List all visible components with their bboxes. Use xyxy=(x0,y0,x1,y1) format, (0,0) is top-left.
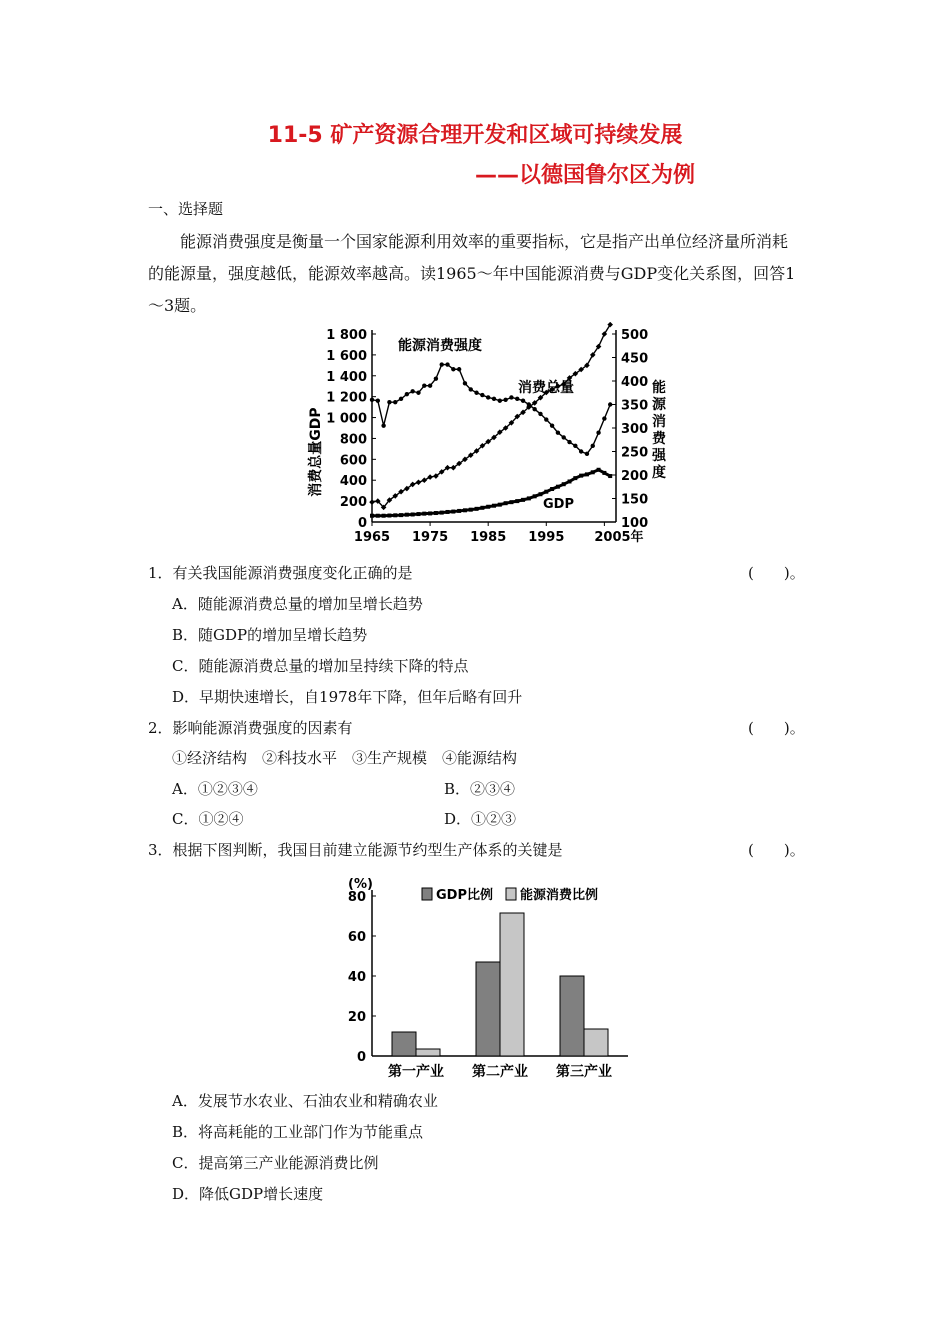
section-heading: 一、选择题 xyxy=(148,200,224,218)
question-2-answer-blank[interactable]: ( )。 xyxy=(748,719,805,737)
series-point-intensity xyxy=(503,398,507,402)
series-point-gdp xyxy=(492,504,496,508)
series-point-intensity xyxy=(585,452,589,456)
series-point-intensity xyxy=(457,367,461,371)
series-point-intensity xyxy=(608,402,612,406)
series-point-intensity xyxy=(556,431,560,435)
legend-swatch-1 xyxy=(422,888,432,900)
page-title: 11-5 矿产资源合理开发和区域可持续发展 xyxy=(267,123,683,148)
series-point-gdp xyxy=(515,499,519,503)
page-subtitle: ——以德国鲁尔区为例 xyxy=(475,163,696,188)
series-point-intensity xyxy=(393,400,397,404)
series-point-gdp xyxy=(451,510,455,514)
right-tick-label: 200 xyxy=(621,469,649,484)
intro-paragraph: 能源消费强度是衡量一个国家能源利用效率的重要指标，它是指产出单位经济量所消耗的能源量，强度越低，能源效率越高。读1965～年中国能源消费与GDP变化关系图，回答1～3题。 xyxy=(148,232,796,315)
series-point-intensity xyxy=(469,387,473,391)
series-point-intensity xyxy=(596,431,600,435)
series-point-gdp xyxy=(597,468,601,472)
bar-y-tick-label: 40 xyxy=(347,970,366,985)
left-tick-label: 0 xyxy=(357,516,367,531)
series-point-gdp xyxy=(382,514,386,518)
series-point-intensity xyxy=(544,417,548,421)
q3-option-b[interactable]: B．将高耗能的工业部门作为节能重点 xyxy=(172,1123,424,1141)
series-point-gdp xyxy=(393,513,397,517)
series-point-gdp xyxy=(585,472,589,476)
left-axis-label: 消费总量GDP xyxy=(308,407,324,497)
right-tick-label: 500 xyxy=(621,328,649,343)
x-tick-label: 1965 xyxy=(353,530,391,545)
left-tick-label: 600 xyxy=(339,453,367,469)
series-point-gdp xyxy=(463,508,467,512)
bar-energy-1 xyxy=(416,1049,440,1056)
q2-option-a[interactable]: A．①②③④ xyxy=(172,780,258,798)
bar-category-label: 第二产业 xyxy=(472,1064,528,1080)
series-point-total xyxy=(369,499,375,505)
question-1-answer-blank[interactable]: ( )。 xyxy=(748,564,805,582)
series-point-total xyxy=(421,477,427,483)
series-point-gdp xyxy=(469,508,473,512)
series-point-gdp xyxy=(434,511,438,515)
series-point-intensity xyxy=(550,423,554,427)
x-tick-label: 1975 xyxy=(412,530,449,545)
series-point-intensity xyxy=(370,398,374,402)
series-point-gdp xyxy=(504,501,508,505)
series-point-intensity xyxy=(463,381,467,385)
series-point-intensity xyxy=(562,435,566,439)
series-point-intensity xyxy=(509,395,513,399)
left-tick-label: 200 xyxy=(339,495,367,511)
series-point-gdp xyxy=(399,513,403,517)
series-point-intensity xyxy=(445,362,449,366)
q3-option-a[interactable]: A．发展节水农业、石油农业和精确农业 xyxy=(172,1092,438,1110)
series-point-intensity xyxy=(376,399,380,403)
q3-option-c[interactable]: C．提高第三产业能源消费比例 xyxy=(172,1154,379,1172)
series-point-intensity xyxy=(591,444,595,448)
series-point-gdp xyxy=(387,514,391,518)
legend-swatch-2 xyxy=(506,888,516,900)
q2-option-d[interactable]: D．①②③ xyxy=(444,810,517,828)
series-line-1 xyxy=(372,365,610,454)
series-point-intensity xyxy=(498,399,502,403)
series-point-intensity xyxy=(451,367,455,371)
series-point-gdp xyxy=(509,500,513,504)
bar-gdp-1 xyxy=(392,1032,416,1056)
q2-option-b[interactable]: B．②③④ xyxy=(444,780,516,798)
left-tick-label: 1 600 xyxy=(326,348,367,364)
annotation-total: 消费总量 xyxy=(518,380,574,396)
series-point-gdp xyxy=(562,482,566,486)
series-point-gdp xyxy=(376,514,380,518)
question-3-answer-blank[interactable]: ( )。 xyxy=(748,841,805,859)
series-point-gdp xyxy=(602,471,606,475)
bar-energy-2 xyxy=(500,913,524,1056)
series-point-gdp xyxy=(550,487,554,491)
left-tick-label: 1 000 xyxy=(326,411,367,427)
bar-gdp-3 xyxy=(560,976,584,1056)
series-point-intensity xyxy=(532,407,536,411)
series-point-intensity xyxy=(480,393,484,397)
right-tick-label: 250 xyxy=(621,445,649,461)
series-point-intensity xyxy=(434,376,438,380)
chart-ticks xyxy=(326,328,648,545)
bar-legend xyxy=(422,887,598,903)
q3-option-d[interactable]: D．降低GDP增长速度 xyxy=(172,1185,324,1203)
series-point-gdp xyxy=(579,474,583,478)
series-point-gdp xyxy=(498,503,502,507)
series-point-gdp xyxy=(480,506,484,510)
bar-gdp-2 xyxy=(476,962,500,1056)
series-point-intensity xyxy=(521,399,525,403)
q1-option-a[interactable]: A．随能源消费总量的增加呈增长趋势 xyxy=(172,595,423,613)
series-point-intensity xyxy=(567,440,571,444)
series-point-total xyxy=(416,480,422,486)
series-point-gdp xyxy=(411,512,415,516)
series-point-intensity xyxy=(405,392,409,396)
series-point-intensity xyxy=(428,384,432,388)
left-tick-label: 400 xyxy=(339,474,367,490)
series-point-intensity xyxy=(387,400,391,404)
chart-axes xyxy=(372,330,616,522)
series-point-gdp xyxy=(573,476,577,480)
x-tick-label: 1995 xyxy=(528,530,565,545)
bar-marks xyxy=(392,913,608,1056)
bar-energy-3 xyxy=(584,1029,608,1056)
series-point-intensity xyxy=(416,391,420,395)
series-point-intensity xyxy=(579,449,583,453)
left-tick-label: 1 800 xyxy=(326,328,367,343)
series-point-intensity xyxy=(515,397,519,401)
question-1-stem: 1．有关我国能源消费强度变化正确的是 xyxy=(148,564,413,582)
q1-option-b[interactable]: B．随GDP的增加呈增长趋势 xyxy=(172,626,368,644)
bar-y-tick-label: 20 xyxy=(347,1010,366,1025)
annotation-gdp: GDP xyxy=(543,497,574,512)
left-tick-label: 800 xyxy=(339,432,367,448)
legend-label-1: GDP比例 xyxy=(436,888,493,903)
bar-category-label: 第三产业 xyxy=(556,1064,612,1080)
bar-y-tick-label: 80 xyxy=(347,890,366,905)
question-3-stem: 3．根据下图判断，我国目前建立能源节约型生产体系的关键是 xyxy=(148,841,563,859)
series-point-gdp xyxy=(405,513,409,517)
series-point-intensity xyxy=(492,397,496,401)
series-point-intensity xyxy=(410,389,414,393)
series-point-gdp xyxy=(428,511,432,515)
series-point-gdp xyxy=(556,485,560,489)
series-point-intensity xyxy=(422,384,426,388)
right-tick-label: 100 xyxy=(621,516,649,531)
series-point-gdp xyxy=(446,510,450,514)
right-axis-label: 能源消费强度 xyxy=(652,380,666,481)
series-point-gdp xyxy=(527,496,531,500)
right-tick-label: 350 xyxy=(621,398,649,414)
bar-y-tick-label: 0 xyxy=(356,1050,366,1065)
series-point-intensity xyxy=(381,423,385,427)
series-point-intensity xyxy=(474,391,478,395)
left-tick-label: 1 400 xyxy=(326,369,367,385)
series-point-intensity xyxy=(486,395,490,399)
series-point-intensity xyxy=(399,397,403,401)
series-point-gdp xyxy=(440,511,444,515)
q1-option-c[interactable]: C．随能源消费总量的增加呈持续下降的特点 xyxy=(172,657,469,675)
series-point-gdp xyxy=(591,470,595,474)
series-point-gdp xyxy=(544,490,548,494)
q2-factors: ①经济结构 ②科技水平 ③生产规模 ④能源结构 xyxy=(172,749,518,767)
annotation-intensity: 能源消费强度 xyxy=(398,338,482,354)
series-point-gdp xyxy=(521,498,525,502)
right-tick-label: 450 xyxy=(621,351,649,367)
x-tick-label: 1985 xyxy=(470,530,507,545)
series-point-gdp xyxy=(475,507,479,511)
industry-bar-chart xyxy=(330,868,650,1084)
series-point-total xyxy=(427,474,433,480)
series-point-intensity xyxy=(573,444,577,448)
series-point-gdp xyxy=(457,509,461,513)
bar-y-axis-label: (%) xyxy=(348,877,373,892)
q2-option-c[interactable]: C．①②④ xyxy=(172,810,244,828)
q1-option-d[interactable]: D．早期快速增长，自1978年下降，但年后略有回升 xyxy=(172,688,523,706)
series-point-gdp xyxy=(486,505,490,509)
right-tick-label: 150 xyxy=(621,492,649,508)
series-point-gdp xyxy=(533,494,537,498)
series-point-intensity xyxy=(440,362,444,366)
series-point-gdp xyxy=(422,512,426,516)
bar-category-label: 第一产业 xyxy=(388,1064,444,1080)
right-tick-label: 400 xyxy=(621,375,649,390)
series-point-intensity xyxy=(538,412,542,416)
bar-y-tick-label: 60 xyxy=(347,930,366,945)
question-2-stem: 2．影响能源消费强度的因素有 xyxy=(148,719,353,737)
series-point-intensity xyxy=(602,416,606,420)
legend-label-2: 能源消费比例 xyxy=(520,888,599,903)
series-point-gdp xyxy=(608,474,612,478)
series-point-gdp xyxy=(568,479,572,483)
energy-gdp-line-chart xyxy=(300,322,680,550)
series-point-gdp xyxy=(416,512,420,516)
series-point-gdp xyxy=(370,514,374,518)
left-tick-label: 1 200 xyxy=(326,390,367,406)
right-tick-label: 300 xyxy=(621,422,649,437)
series-point-gdp xyxy=(538,492,542,496)
x-tick-label: 2005年 xyxy=(594,530,644,545)
